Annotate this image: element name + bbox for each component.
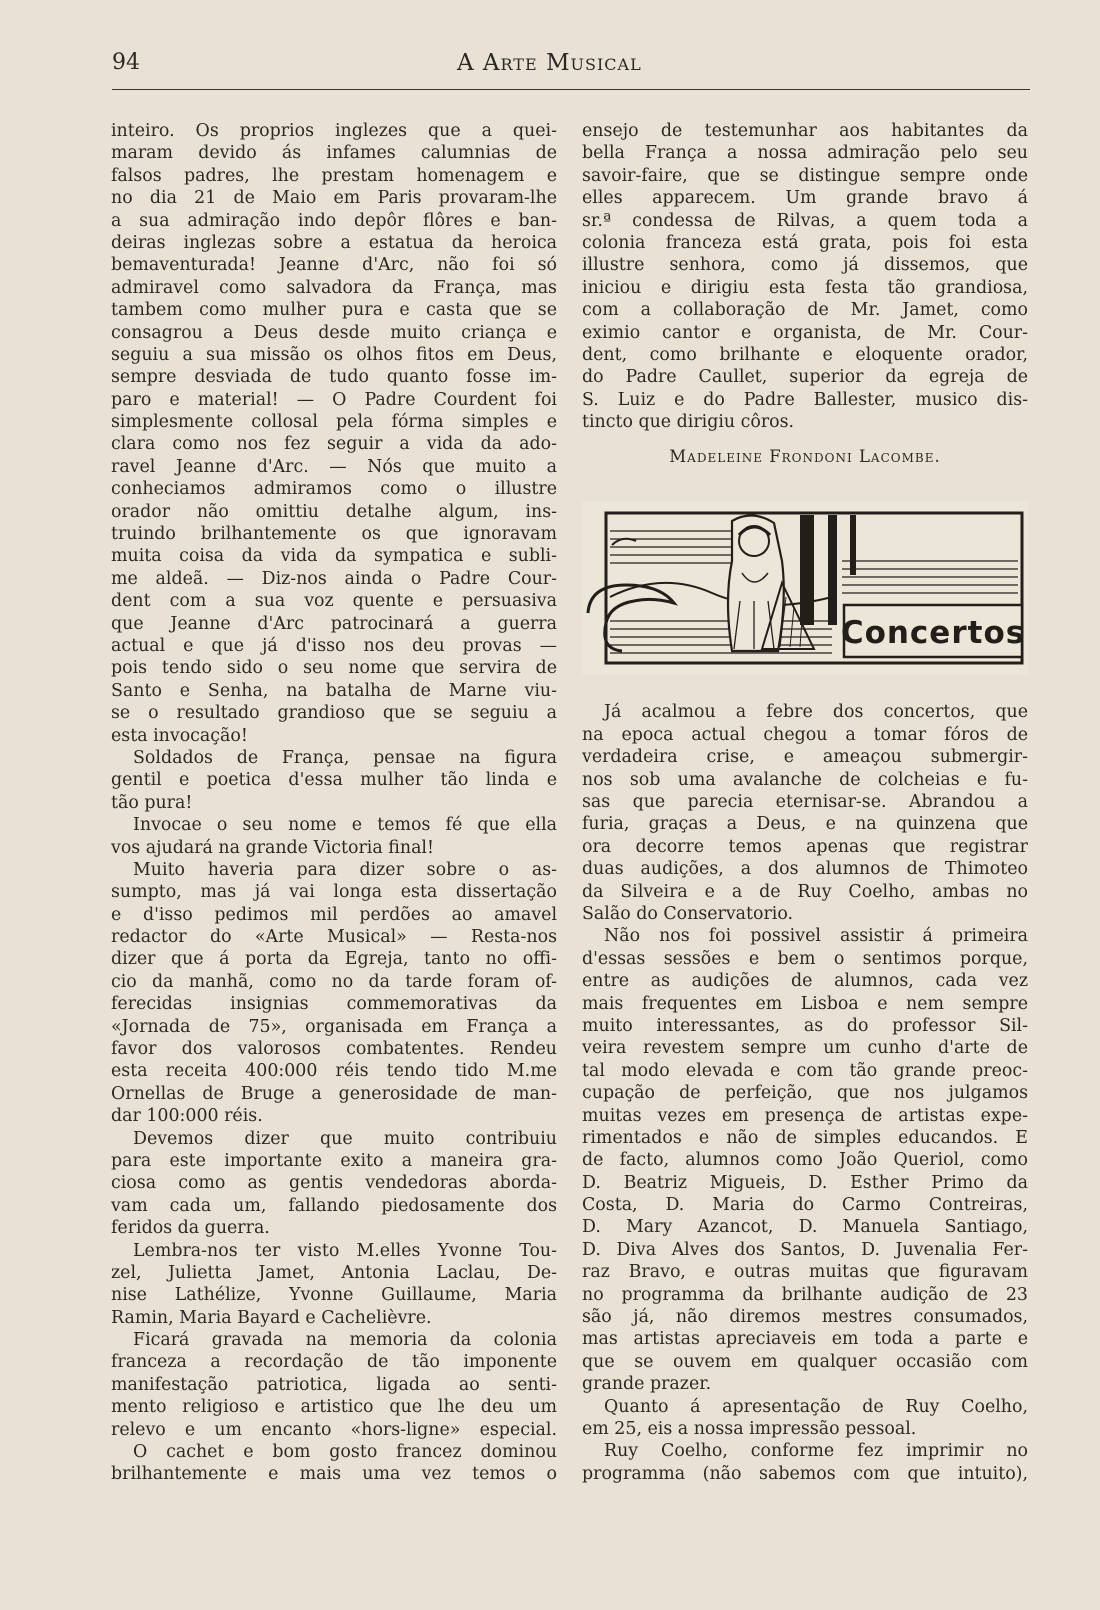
text-line: no dia 21 de Maio em Paris provaram-lhe [111,188,557,209]
text-line: Invocae o seu nome e temos fé que ella [133,815,557,836]
text-line: com a collaboração de Mr. Jamet, como [582,300,1028,321]
text-line: Devemos dizer que muito contribuiu [133,1128,557,1149]
text-line: são já, não diremos mestres consumados, [582,1307,1028,1328]
text-line: D. Mary Azancot, D. Manuela Santiago, [582,1217,1028,1238]
text-line: que Jeanne d'Arc patrocinará a guerra [111,613,557,634]
text-line: S. Luiz e do Padre Ballester, musico dis- [582,389,1028,410]
text-line: Salão do Conservatorio. [582,903,794,924]
text-line: Quanto á apresentação de Ruy Coelho, [604,1396,1028,1417]
text-line: Soldados de França, pensae na figura [133,747,557,768]
text-line: tal modo elevada e com tão grande preoc- [582,1060,1028,1081]
text-line: Já acalmou a febre dos concertos, que [604,702,1028,723]
text-line: mento religioso e artistico que lhe deu um [111,1397,557,1418]
running-title: A Arte Musical [457,50,642,76]
text-line: cupação de perfeição, que nos julgamos [582,1083,1028,1104]
text-line: Muito haveria para dizer sobre o as- [133,859,557,880]
text-line: pois tendo sido o seu nome que servira de [111,658,557,679]
text-line: consagrou a Deus desde muito criança e [111,322,557,343]
text-line: ensejo de testemunhar aos habitantes da [582,121,1028,141]
right-column-bottom-text [582,701,1028,1485]
text-line: duas audições, a dos alumnos de Thimoteo [582,859,1028,880]
text-line: furia, graças a Deus, e na quinzena que [582,814,1028,835]
text-line: programma (não sabemos com que intuito), [582,1463,1028,1484]
page-header [112,50,1030,84]
text-line: Santo e Senha, na batalha de Marne viu- [111,680,557,701]
text-line: deiras inglezas sobre a estatua da heroica [111,232,557,253]
text-line: tão pura! [111,792,193,813]
text-line: inteiro. Os proprios inglezes que a quei- [111,121,557,141]
text-line: na epoca actual chegou a tomar fóros de [582,724,1028,745]
text-line: vam cada um, fallando piedosamente dos [111,1195,557,1216]
concertos-label: Concertos [840,615,1026,652]
text-line: que se ouvem em qualquer occasião com [582,1351,1028,1372]
text-line: da Silveira e a de Ruy Coelho, ambas no [582,881,1028,902]
text-line: sempre desviada de tudo quanto fosse im- [111,367,557,388]
text-line: rimentados e não de simples educandos. E [582,1127,1028,1148]
text-line: Ornellas de Bruge a generosidade de man- [111,1083,557,1104]
text-line: Lembra-nos ter visto M.elles Yvonne Tou- [133,1240,557,1261]
text-line: relevo e um encanto «hors-ligne» especial. [111,1419,557,1440]
text-line: savoir-faire, que se distingue sempre onde [582,165,1028,186]
text-line: a sua admiração indo depôr flôres e ban- [111,210,557,231]
text-line: de facto, alumnos como João Queriol, como [582,1150,1028,1171]
text-line: paro e material! — O Padre Courdent foi [111,389,557,410]
text-line: mas artistas apreciaveis em toda a parte e [582,1329,1028,1350]
text-line: sr.ª condessa de Rilvas, a quem toda a [582,210,1028,231]
text-line: tambem como mulher pura e casta que se [111,300,557,321]
text-line: ciosa como as gentis vendedoras aborda- [111,1173,557,1194]
text-line: para este importante exito a maneira gra- [111,1150,557,1171]
text-line: muitas vezes em presença de artistas expe- [582,1105,1028,1126]
text-line: D. Diva Alves dos Santos, D. Juvenalia Fer- [582,1239,1028,1260]
text-line: gentil e poetica d'essa mulher tão linda e [111,770,557,791]
text-line: dent, como brilhante e eloquente orador, [582,344,1028,365]
text-line: iniciou e dirigiu esta festa tão grandiosa, [582,277,1028,298]
text-line: em 25, eis a nossa impressão pessoal. [582,1418,917,1439]
text-line: sumpto, mas já vai longa esta dissertação [111,882,557,903]
text-line: dizer que á porta da Egreja, tanto no offi- [111,949,557,970]
text-line: conheciamos admiramos como o illustre [111,479,557,500]
left-column [111,120,557,1486]
text-line: falsos padres, lhe prestam homenagem e [111,165,557,186]
text-line: bella França a nossa admiração pelo seu [582,143,1028,164]
text-line: dar 100:000 réis. [111,1106,263,1127]
author-signature: Madeleine Frondoni Lacombe. [669,447,941,467]
vignette-gap [582,675,1028,701]
text-line: simplesmente collosal pela fórma simples e [111,412,557,433]
concertos-vignette [582,501,1028,675]
text-line: muita coisa da vida da sympatica e subli- [111,546,557,567]
text-line: Ramin, Maria Bayard e Cachelièvre. [111,1307,432,1328]
text-line: grande prazer. [582,1374,712,1395]
text-line: vos ajudará na grande Victoria final! [111,837,434,858]
text-line: admiravel como salvadora da França, mas [111,277,557,298]
text-line: cio da manhã, como no da tarde foram of- [111,971,557,992]
text-line: actual e que já d'isso nos deu provas — [111,635,557,656]
text-line: elles apparecem. Um grande bravo á [582,188,1028,209]
text-line: seguiu a sua missão os olhos fitos em Deus, [111,344,557,365]
text-line: eximio cantor e organista, de Mr. Cour- [582,322,1028,343]
page-number: 94 [112,50,140,75]
text-line: Ficará gravada na memoria da colonia [133,1330,557,1351]
text-line: franceza a recordação de tão imponente [111,1352,557,1373]
text-line: me aldeã. — Diz-nos ainda o Padre Cour- [111,568,557,589]
text-line: dent com a sua voz quente e persuasiva [111,591,557,612]
text-line: nos sob uma avalanche de colcheias e fu- [582,769,1028,790]
text-line: illustre senhora, como já dissemos, que [582,255,1028,276]
text-line: clara como nos fez seguir a vida da ado- [111,434,557,455]
text-line: esta invocação! [111,725,248,746]
text-line: sas que parecia eternisar-se. Abrandou a [582,792,1028,813]
muse-figure [728,516,784,652]
text-line: Costa, D. Maria do Carmo Contreiras, [582,1195,1028,1216]
text-line: manifestação patriotica, ligada ao senti- [111,1374,557,1395]
text-line: entre as audições de alumnos, cada vez [582,971,1028,992]
text-line: nise Lathélize, Yvonne Guillaume, Maria [111,1285,557,1306]
text-line: verdadeira crise, e ameaçou submergir- [582,747,1028,768]
text-line: muito interessantes, as do professor Sil- [582,1015,1028,1036]
text-line: truindo brilhantemente os que ignoravam [111,524,557,545]
text-line: orador não omittiu detalhe algum, ins- [111,501,557,522]
text-line: bemaventurada! Jeanne d'Arc, não foi só [111,255,557,276]
text-line: esta receita 400:000 réis tendo tido M.me [111,1061,557,1082]
text-line: veira revestem sempre um cunho d'arte de [582,1038,1028,1059]
text-line: ravel Jeanne d'Arc. — Nós que muito a [111,456,557,477]
text-line: do Padre Caullet, superior da egreja de [582,367,1028,388]
text-line: O cachet e bom gosto francez dominou [133,1442,557,1463]
header-rule [112,89,1030,90]
text-line: tincto que dirigiu côros. [582,412,795,433]
text-line: ora decorre temos apenas que registrar [582,836,1028,857]
right-column [582,120,1028,1485]
text-line: D. Beatriz Migueis, D. Esther Primo da [582,1172,1028,1193]
text-line: raz Bravo, e outras muitas que figuravam [582,1262,1028,1283]
text-line: «Jornada de 75», organisada em França a [111,1016,557,1037]
concertos-illustration [582,501,1028,675]
text-line: d'essas sessões e bem o sentimos porque, [582,948,1028,969]
text-line: mais frequentes em Lisboa e nem sempre [582,993,1028,1014]
text-line: feridos da guerra. [111,1218,270,1239]
text-line: colonia franceza está grata, pois foi esta [582,232,1028,253]
text-line: e d'isso pedimos mil perdões ao amavel [111,904,557,925]
text-line: redactor do «Arte Musical» — Resta-nos [111,927,557,948]
text-line: ferecidas insignias commemorativas da [111,994,557,1015]
text-line: maram devido ás infames calumnias de [111,143,557,164]
right-column-top-text [582,120,1028,433]
text-line: favor dos valorosos combatentes. Rendeu [111,1039,557,1060]
text-line: brilhantemente e mais uma vez temos o [111,1464,557,1485]
text-line: no programma da brilhante audição de 23 [582,1284,1028,1305]
text-line: zel, Julietta Jamet, Antonia Laclau, De- [111,1262,557,1283]
left-column-text [111,120,557,1486]
text-line: Não nos foi possivel assistir á primeira [604,926,1028,947]
text-line: Ruy Coelho, conforme fez imprimir no [604,1441,1028,1462]
text-line: se o resultado grandioso que se seguiu a [111,703,557,724]
